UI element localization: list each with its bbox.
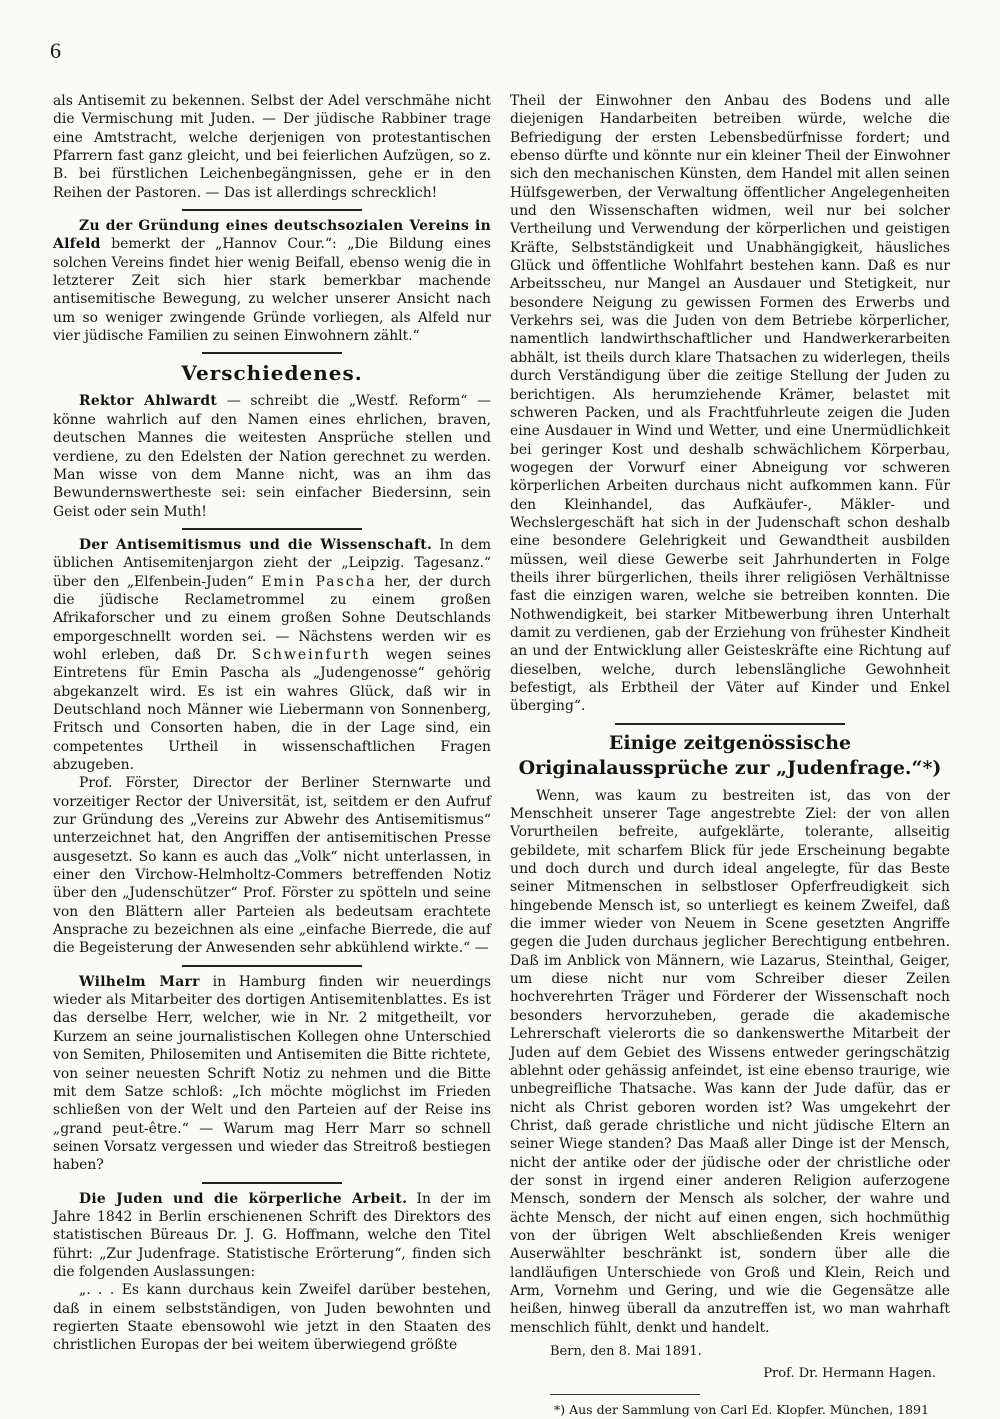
- wissenschaft-schweinfurth: Schweinfurth: [251, 646, 371, 663]
- left-column: [53, 92, 491, 1355]
- alfeld-title: Zu der Gründung eines deutschsozialen Vereins in Alfeld: [53, 218, 491, 253]
- divider: [202, 352, 342, 354]
- wissenschaft-title: Der Antisemitismus und die Wissenschaft.: [79, 536, 433, 553]
- page-number: 6: [50, 38, 61, 63]
- divider: [202, 1182, 342, 1184]
- wissenschaft-emin: Emin Pascha: [261, 573, 377, 590]
- right-column: [510, 92, 950, 1419]
- paragraph-alfeld: [53, 217, 491, 345]
- signature: Prof. Dr. Hermann Hagen.: [763, 1366, 936, 1382]
- alfeld-text: bemerkt der „Hannov Cour.“: „Die Bildung eines solchen Vereins findet hier wenig Beifall, ebenso wenig die in letzterer Zeit sich hier stark bemerkbar machende antisemitische Bewegung, zu welcher unserer Ansicht nach um so weniger zwingende Gründe vorliegen, als Alfeld nur vier jüdische Familien zu seinen Einwohnern zählt.“: [53, 236, 491, 345]
- paragraph-ahlwardt: [53, 392, 491, 520]
- paragraph-marr: [53, 973, 491, 1175]
- ahlwardt-text: — schreibt die „Westf. Reform“ — könne wahrlich auf den Namen eines ehrlichen, braven, deutschen Mannes die weitesten Ansprüche stellen und verdiene, zu den Edelsten der Nation gerechnet zu werden. Man wisse von dem Manne nicht, was an ihm das Bewundernswertheste sei: sein einfacher Biedersinn, sein Geist oder sein Muth!: [53, 393, 491, 520]
- ahlwardt-title: Rektor Ahlwardt: [79, 393, 218, 410]
- paragraph-adel: als Antisemit zu bekennen. Selbst der Adel verschmähe nicht die Vermischung mit Juden. — Der jüdische Rabbiner trage eine Amtstracht, welche derjenigen von protestantischen Pfarrern fast ganz gleicht, und bei feierlichen Aufzügen, so z. B. bei fürstlichen Leichenbegängnissen, gehe er in den Reihen der Pastoren. — Das ist allerdings schrecklich!: [53, 93, 491, 201]
- paragraph-wissenschaft: [53, 536, 491, 774]
- divider: [182, 528, 362, 530]
- marr-title: Wilhelm Marr: [79, 973, 200, 990]
- arbeit-title: Die Juden und die körperliche Arbeit.: [79, 1190, 408, 1207]
- article-heading: Einige zeitgenössische Originalaussprüche zur „Judenfrage.“*): [518, 731, 942, 779]
- paragraph-hagen-quote: Wenn, was kaum zu bestreiten ist, das von der Menschheit unserer Tage angestrebte Ziel: der von allen Vorurtheilen befreite, aufgeklärte, tolerante, allseitig gebildete, mit scharfem Blick für jede Erscheinung begabte und doch durch und durch ideal angelegte, für das Beste seiner Mitmenschen in selbstloser Opferfreudigkeit sich hingebende Mensch ist, so unterliegt es keinem Zweifel, daß die immer wieder von Neuem in Scene gesetzten Angriffe gegen die Juden durchaus jeglicher Berechtigung entbehren. Daß im Anblick von Männern, wie Lazarus, Steinthal, Geiger, um diese nicht nur vom Schreiber dieser Zeilen hochverehrten Träger und Förderer der Wissenschaft noch besonders hervorzuheben, gerade die akademische Lehrerschaft vielerorts die so dankenswerthe Mitarbeit der Juden auf dem Gebiet des Wissens entweder geringschätzig ablehnt oder gehässig anfeindet, ist eine ebenso traurige, wie unbegreifliche Thatsache. Was kann der Jude dafür, das er nicht als Christ geboren worden ist? Was umgekehrt der Christ, daß gerade christliche und nicht jüdische Eltern an seiner Wiege standen? Das Maaß aller Dinge ist der Mensch, nicht der antike oder der jüdische oder der christliche oder der sonst in irgend einer anderen Religion auferzogene Mensch, sondern der Mensch als solcher, der wahre und ächte Mensch, der nicht auf einen engen, sich hochmüthig von der übrigen Welt abschließenden Kreis weniger Auserwählter beschränkt ist, sondern über alle die landläufigen Unterschiede von Groß und Klein, Reich und Arm, Vornehm und Gering, und wie die Gegensätze alle heißen, hinweg überall da anzutreffen ist, wo man wahrhaft menschlich fühlt, denkt und handelt.: [510, 787, 950, 1336]
- divider: [182, 965, 362, 967]
- section-heading: Verschiedenes.: [181, 361, 363, 386]
- paragraph-arbeit: [53, 1190, 491, 1282]
- paragraph-arbeit-quote: „. . . Es kann durchaus kein Zweifel darüber bestehen, daß in einem selbstständigen, von Juden bewohnten und regierten Staate ebensowohl wie jetzt in den Staaten des christlichen Europas der bei weitem überwiegend größte: [53, 1282, 491, 1354]
- wissenschaft-text-1: In dem üblichen Antisemitenjargon zieht der „Leipzig. Tagesanz.“ über den „Elfenbein-Juden“: [53, 536, 491, 590]
- paragraph-hoffmann-continued: Theil der Einwohner den Anbau des Bodens und alle diejenigen Handarbeiten betreiben würde, welche die Befriedigung der ersten Lebensbedürfnisse fordert; und ebenso dürfte und könnte nur ein kleiner Theil der Einwohner sich den mechanischen Künsten, dem Handel mit allen seinen Hülfsgewerben, der Verwaltung öffentlicher Angelegenheiten und den Wissenschaften widmen, weil nur bei solcher Vertheilung und Verwendung der körperlichen und geistigen Kräfte, Selbstständigkeit und Unabhängigkeit, häusliches Glück und öffentliche Wohlfahrt bestehen kann. Daß es nur Arbeitsscheu, nur Mangel an Ausdauer und Stetigkeit, nur besondere Neigung zu gewissen Formen des Erwerbs und Verkehrs sei, was die Juden von dem Betriebe körperlicher, namentlich landwirthschaftlicher und Handwerkerarbeiten abhält, ist theils durch klare Thatsachen zu widerlegen, theils durch Verständigung über die zeitige Stellung der Juden zu berichtigen. Als herumziehende Krämer, belastet mit schweren Packen, und als Frachtfuhrleute zeigen die Juden eine Ausdauer in Wind und Wetter, und eine Unermüdlichkeit bei geringer Kost und deshalb schwächlichem Körperbau, wogegen der Vorwurf einer Abneigung vor schweren körperlichen Arbeiten durchaus nicht aufkommen kann. Für den Kleinhandel, das Aufkäufer-, Mäkler- und Wechslergeschäft hat sich in der Judenschaft schon deshalb eine besondere Gelehrigkeit und Gewandtheit ausbilden müssen, weil diese Gewerbe seit Jahrhunderten in Folge theils ihrer bürgerlichen, theils ihrer religiösen Verhältnisse fast die einzigen waren, welche sie betreiben konnten. Die Nothwendigkeit, bei starker Mitbewerbung ihren Unterhalt damit zu verdienen, gab der Erziehung von frühester Kindheit an und der Entwicklung aller Geisteskräfte eine Richtung auf dieselben, welche, durch lebenslängliche Gewohnheit befestigt, als Erbtheil der Väter auf Kinder und Enkel überging“.: [510, 93, 950, 715]
- footnote: *) Aus der Sammlung von Carl Ed. Klopfer. München, 1891: [554, 1401, 929, 1417]
- paragraph-foerster: Prof. Förster, Director der Berliner Sternwarte und vorzeitiger Rector der Universität, ist, seitdem er den Aufruf zur Gründung des „Vereins zur Abwehr des Antisemitismus“ unterzeichnet hat, den Angriffen der antisemitischen Presse ausgesetzt. So kann es auch das „Volk“ nicht unterlassen, in einer den Virchow-Helmholtz-Commers betreffenden Notiz über den „Judenschützer“ Prof. Förster zu spötteln und seine von den Blättern aller Parteien als bedeutsam erachtete Ansprache zu bezeichnen als eine „einfache Bierrede, die auf die Begeisterung der Anwesenden sehr abkühlend wirkte.“ —: [53, 775, 491, 957]
- marr-text: in Hamburg finden wir neuerdings wieder als Mitarbeiter des dortigen Antisemitenblattes. Es ist das derselbe Herr, welcher, wie in Nr. 2 mitgetheilt, vor Kurzem an seine journalistischen Kollegen ohne Unterschied von Semiten, Philosemiten und Antisemiten die Bitte richtete, von seiner neuesten Schrift Notiz zu nehmen und die Bitte mit dem Satze schloß: „Ich möchte möglichst im Frieden schließen von der Welt und den Parteien auf der Reise ins „grand peut-être.“ — Warum mag Herr Marr so schnell seinen Vorsatz vergessen und wieder das Streitroß bestiegen haben?: [53, 973, 491, 1174]
- dateline: Bern, den 8. Mai 1891.: [550, 1344, 702, 1359]
- footnote-divider: [550, 1394, 700, 1395]
- arbeit-text: In der im Jahre 1842 in Berlin erschienenen Schrift des Direktors des statistischen Büreaus Dr. J. G. Hoffmann, welche den Titel führt: „Zur Judenfrage. Statistische Erörterung“, finden sich die folgenden Auslassungen:: [53, 1190, 491, 1280]
- divider: [182, 209, 362, 211]
- wissenschaft-text-3: wegen seines Eintretens für Emin Pascha als „Judengenosse“ gehörig abgekanzelt wird. Es ist ein wahres Glück, daß wir in Deutschland noch Männer wie Liebermann von Sonnenberg, Fritsch und Consorten haben, die in der Lage sind, ein competentes Urtheil in wissenschaftlichen Fragen abzugeben.: [53, 646, 491, 773]
- divider: [615, 723, 845, 725]
- wissenschaft-text-2: her, der durch die jüdische Reclametrommel zu einem großen Afrikaforscher und zu einem großen Sohne Deutschlands emporgeschnellt worden sei. — Nächstens werden wir es wohl erleben, daß Dr.: [53, 573, 491, 663]
